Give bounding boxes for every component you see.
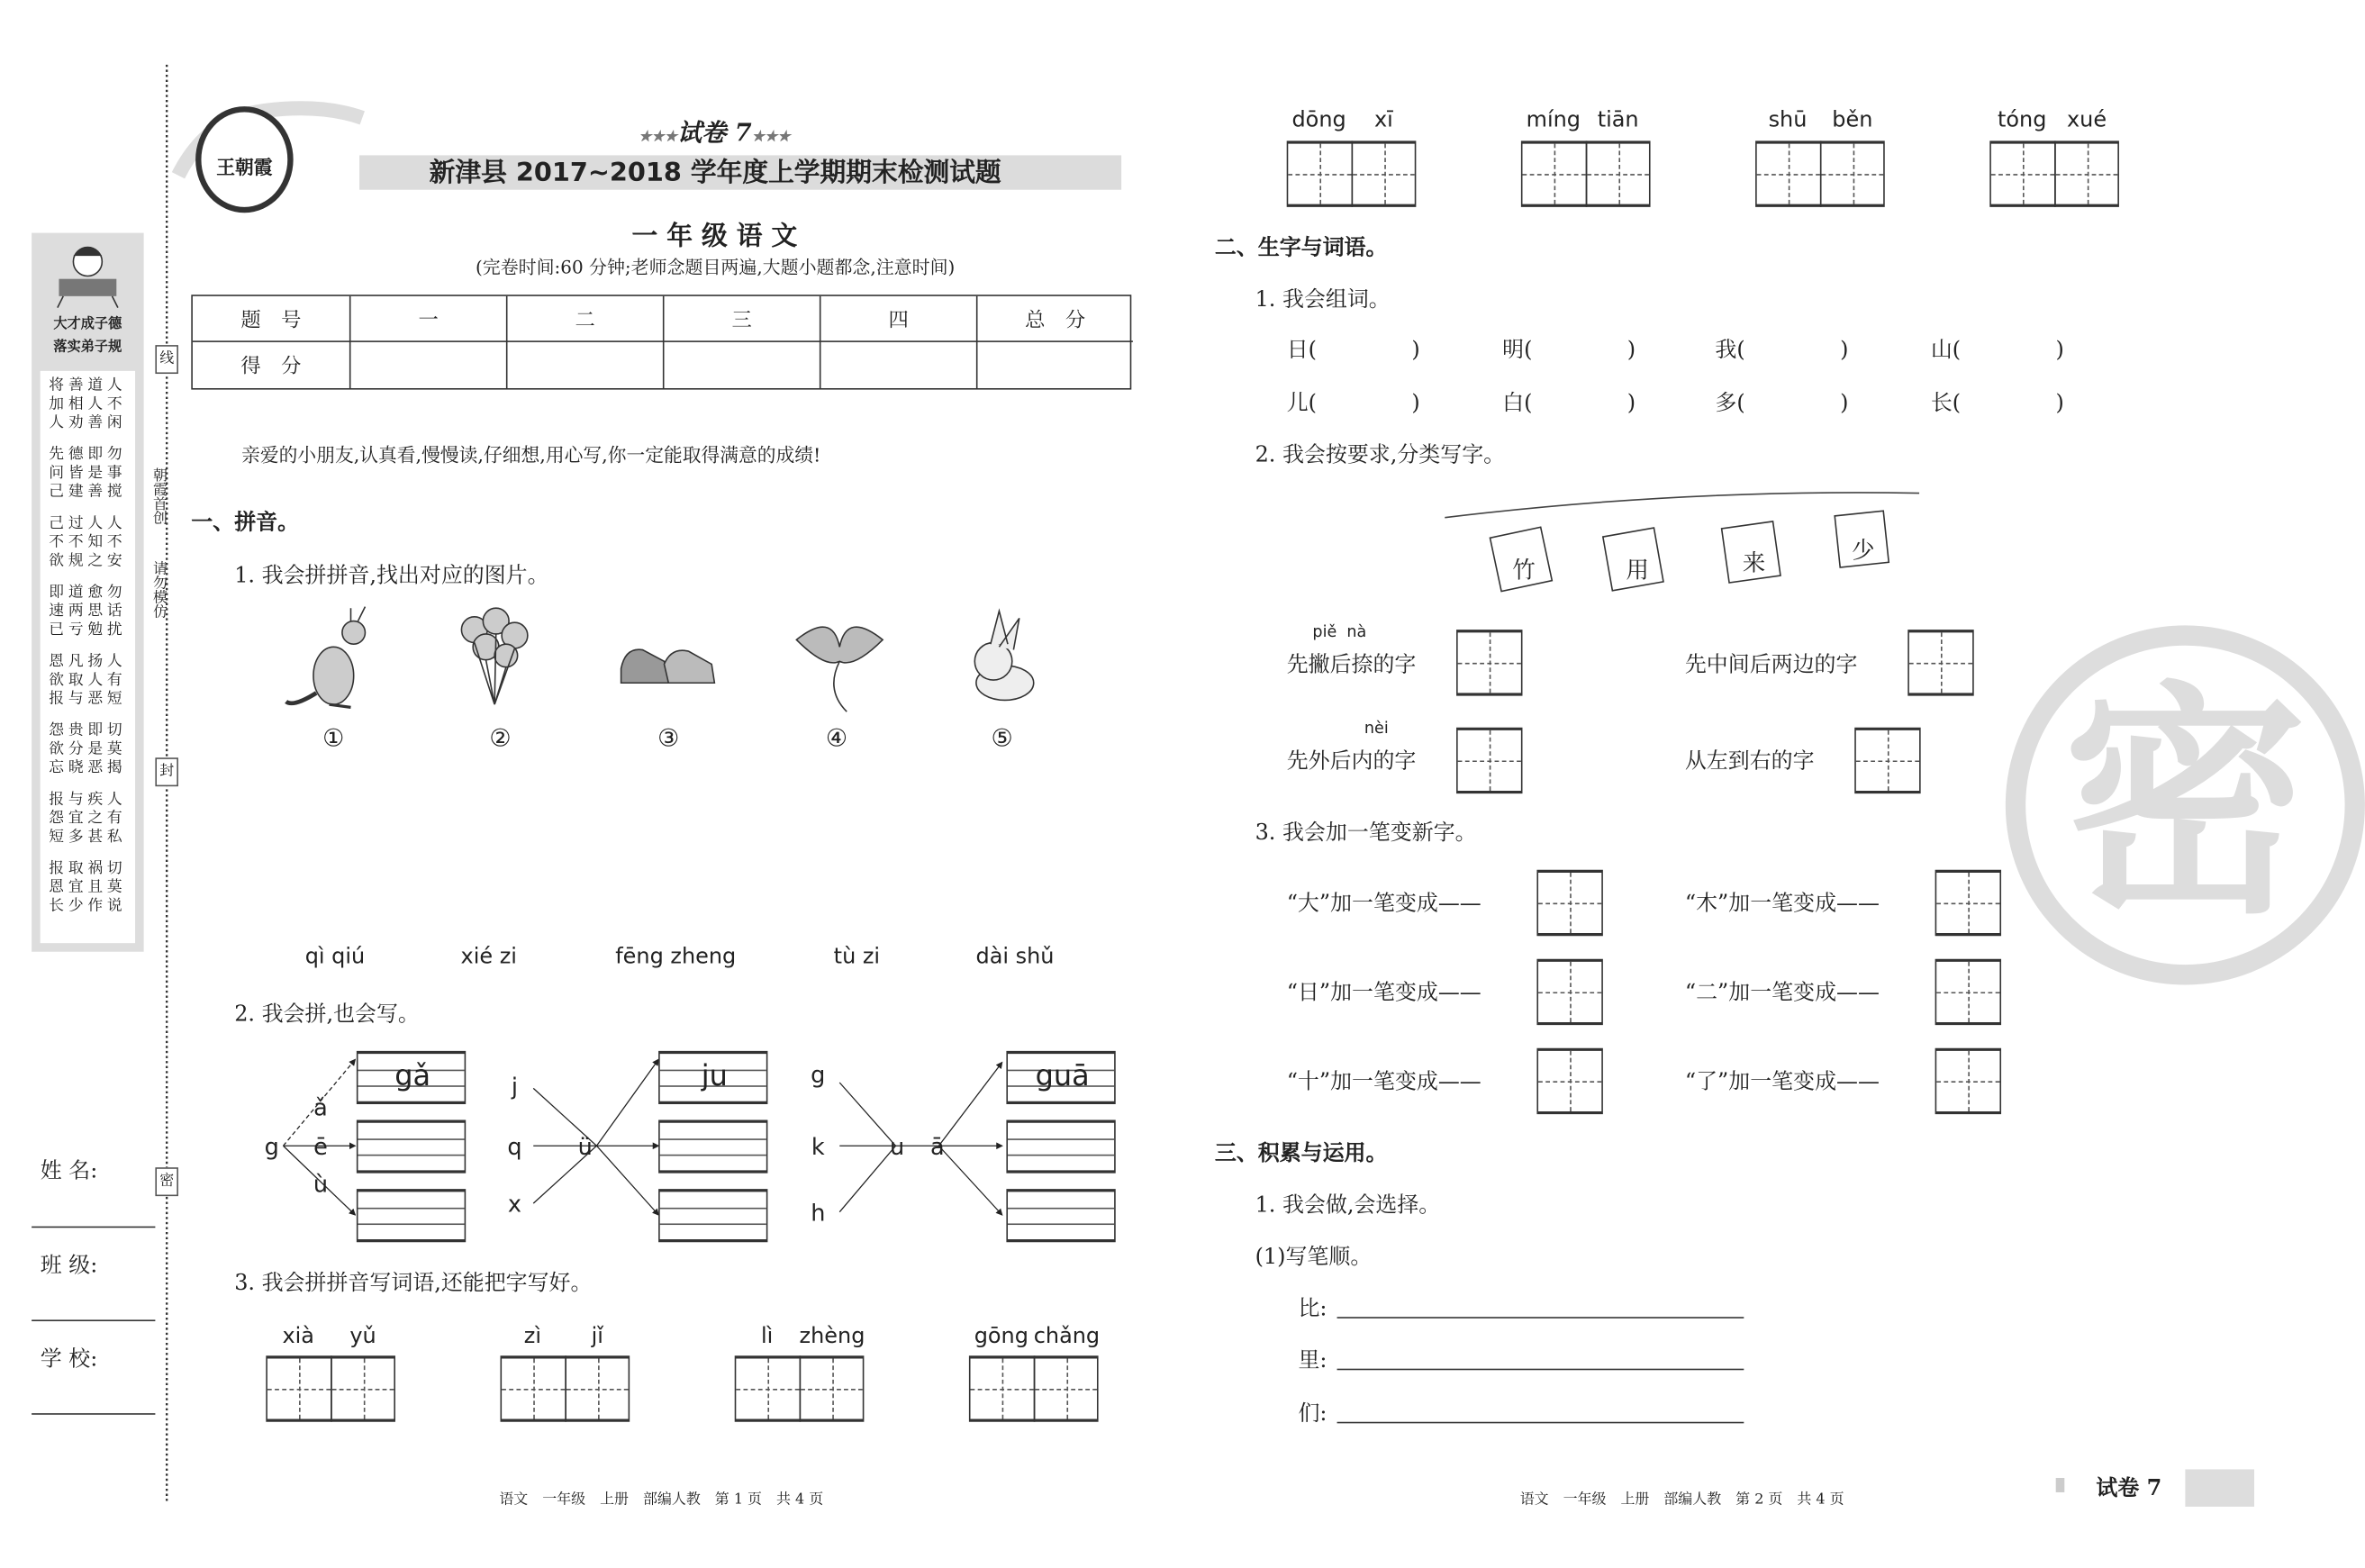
tianzige-box[interactable] xyxy=(1536,870,1602,936)
greeting: 亲爱的小朋友,认真看,慢慢读,仔细想,用心写,你一定能取得满意的成绩! xyxy=(241,445,821,467)
poem-line: 人劝善闲 xyxy=(49,413,127,431)
pinyin-syllable: gōng xyxy=(974,1322,1028,1349)
base-char: 长 xyxy=(1930,389,1953,416)
poem-line: 报取祸切 xyxy=(49,859,127,877)
poem-stanza xyxy=(41,860,135,916)
poem-stanza xyxy=(41,446,135,502)
section-heading: 一、拼音。 xyxy=(191,509,300,535)
poem-line: 恩凡扬人 xyxy=(49,652,127,670)
tianzige-box[interactable] xyxy=(1034,1355,1099,1421)
add-stroke-prompt: “木”加一笔变成—— xyxy=(1684,890,1880,916)
card-char: 少 xyxy=(1852,537,1875,565)
tianzige-box[interactable] xyxy=(969,1355,1035,1421)
stroke-order-answer-line[interactable] xyxy=(1337,1317,1744,1321)
subject-title: 一 年 级 语 文 xyxy=(631,221,798,252)
tianzige-box[interactable] xyxy=(1586,140,1651,206)
guide-line xyxy=(1008,1138,1114,1140)
copyright-note xyxy=(148,467,165,525)
poem-line: 即道愈勿 xyxy=(49,584,127,602)
poem-line: 欲分是莫 xyxy=(49,740,127,758)
copyright-note xyxy=(148,561,165,619)
pinyin-word: fēng zheng xyxy=(615,943,737,969)
pinyin-syllable: lì xyxy=(760,1322,774,1349)
poem-line: 先德即勿 xyxy=(49,445,127,464)
class-field[interactable] xyxy=(32,1319,155,1324)
tab-decoration xyxy=(2185,1469,2254,1507)
initial-letter: q xyxy=(507,1133,522,1161)
word-formation-item xyxy=(1287,386,1424,417)
motto xyxy=(32,313,144,359)
base-char: 儿 xyxy=(1286,389,1309,416)
tianzige-box[interactable] xyxy=(1854,728,1920,793)
tianzige-box[interactable] xyxy=(1456,728,1522,793)
poem-line: 已亏勉扰 xyxy=(49,621,127,639)
poem-line: 报与疾人 xyxy=(49,790,127,809)
answer-blank[interactable]: ( ) xyxy=(1952,389,2064,416)
tianzige-box[interactable] xyxy=(2054,140,2119,206)
pinyin-writing-box[interactable] xyxy=(658,1051,767,1104)
page-footer: 语文 一年级 上册 部编人教 第 2 页 共 4 页 xyxy=(1519,1491,1844,1509)
word-formation-item xyxy=(1287,333,1424,364)
initial-letter: g xyxy=(811,1062,826,1090)
final-letter: ē xyxy=(313,1133,328,1161)
guide-line xyxy=(358,1138,464,1140)
pinyin-syllable: chǎng xyxy=(1033,1322,1101,1349)
poem-line: 怨贵即切 xyxy=(49,721,127,739)
final-letter: ā xyxy=(929,1133,945,1161)
add-stroke-prompt: “了”加一笔变成—— xyxy=(1684,1068,1880,1094)
poem-line: 不不知不 xyxy=(49,533,127,551)
answer-blank[interactable]: ( ) xyxy=(1736,389,1849,416)
answer-blank[interactable]: ( ) xyxy=(1308,336,1420,363)
pinyin-word: dài shǔ xyxy=(975,943,1055,969)
stroke-order-answer-line[interactable] xyxy=(1337,1422,1744,1427)
word-formation-item xyxy=(1715,333,1852,364)
answer-blank[interactable]: ( ) xyxy=(1524,336,1636,363)
poem-line: 怨宜之有 xyxy=(49,809,127,827)
score-cell[interactable] xyxy=(507,342,664,388)
pinyin-syllable: jǐ xyxy=(591,1322,603,1349)
pinyin-hint: piě nà xyxy=(1312,622,1367,641)
poem-line: 报与恶短 xyxy=(49,690,127,708)
poem-line: 长少作说 xyxy=(49,897,127,915)
poem-line: 问皆是事 xyxy=(49,464,127,482)
class-label: 班 级: xyxy=(40,1252,98,1279)
picture-number: ① xyxy=(322,724,345,754)
final-letter: ǎ xyxy=(313,1094,328,1122)
note-line: 朝霞首创 xyxy=(150,467,166,525)
stroke-order-char: 里: xyxy=(1298,1346,1327,1373)
picture-number: ③ xyxy=(657,724,680,754)
tianzige-box[interactable] xyxy=(735,1355,801,1421)
pinyin-writing-box[interactable] xyxy=(658,1120,767,1174)
sidebar-panel xyxy=(32,233,144,952)
motto-line: 落实弟子规 xyxy=(53,339,122,356)
poem-stanza xyxy=(41,653,135,709)
final-letter: ù xyxy=(313,1171,329,1199)
question-title: 2. 我会按要求,分类写字。 xyxy=(1255,441,1506,467)
word-formation-item xyxy=(1715,386,1852,417)
pinyin-syllable: míng xyxy=(1526,106,1581,132)
guide-line xyxy=(1008,1208,1114,1210)
school-field[interactable] xyxy=(32,1413,155,1418)
pinyin-syllable: shū xyxy=(1768,106,1808,132)
initial-letter: k xyxy=(811,1133,825,1161)
section-heading: 二、生字与词语。 xyxy=(1214,234,1388,260)
poem-line: 欲取人有 xyxy=(49,671,127,689)
initial-letter: j xyxy=(511,1073,519,1101)
base-char: 白 xyxy=(1502,389,1525,416)
poem-line: 短多甚私 xyxy=(49,828,127,846)
answer-blank[interactable]: ( ) xyxy=(1308,389,1420,416)
tianzige-box[interactable] xyxy=(1536,1048,1602,1114)
initial-letter: h xyxy=(811,1200,826,1228)
add-stroke-prompt: “大”加一笔变成—— xyxy=(1286,890,1482,916)
score-cell[interactable] xyxy=(820,342,977,388)
pinyin-word: xié zi xyxy=(460,943,517,969)
initial-letter: g xyxy=(264,1133,279,1161)
word-formation-item xyxy=(1502,386,1639,417)
poem-line: 速两思话 xyxy=(49,602,127,621)
seal-char: 线 xyxy=(155,345,178,374)
pinyin-word: tù zi xyxy=(833,943,881,969)
card-char: 竹 xyxy=(1512,557,1536,585)
tab-decoration xyxy=(2056,1478,2065,1492)
stars-icon: ★★★ xyxy=(639,129,678,146)
score-cell[interactable] xyxy=(664,342,820,388)
confidential-watermark: 密 xyxy=(2006,625,2365,984)
poem-line: 恩宜且莫 xyxy=(49,878,127,896)
question-title: 1. 我会组词。 xyxy=(1255,286,1391,313)
pinyin-hint: nèi xyxy=(1364,719,1389,738)
tianzige-box[interactable] xyxy=(1536,959,1602,1025)
picture-number: ④ xyxy=(825,724,848,754)
tianzige-box[interactable] xyxy=(501,1355,566,1421)
poem-stanza xyxy=(41,376,135,432)
tianzige-box[interactable] xyxy=(1935,1048,2001,1114)
balloons-icon xyxy=(446,603,555,719)
score-header-cell: 二 xyxy=(507,296,664,342)
pinyin-writing-box[interactable] xyxy=(357,1120,466,1174)
poem-stanza xyxy=(41,721,135,777)
student-illustration-icon xyxy=(51,239,123,311)
answer-example: ju xyxy=(701,1057,728,1093)
medial-letter: u xyxy=(889,1133,905,1161)
pinyin-syllable: xià xyxy=(282,1322,314,1349)
paper-number xyxy=(489,113,940,149)
score-cell[interactable] xyxy=(350,342,507,388)
tianzige-box[interactable] xyxy=(1521,140,1587,206)
hanging-cards-illustration xyxy=(1437,482,1926,612)
pinyin-writing-box[interactable] xyxy=(357,1051,466,1104)
stroke-order-answer-line[interactable] xyxy=(1337,1369,1744,1373)
question-title: 1. 我会拼拼音,找出对应的图片。 xyxy=(234,562,549,588)
seal-char: 密 xyxy=(155,1167,178,1196)
score-header-cell: 题 号 xyxy=(193,296,351,342)
poem-line: 加相人不 xyxy=(49,394,127,413)
poem-line: 己过人人 xyxy=(49,514,127,532)
tianzige-box[interactable] xyxy=(1352,140,1417,206)
paper-tab: 试卷 7 xyxy=(2096,1474,2162,1501)
score-header-cell: 总 分 xyxy=(977,296,1132,342)
picture-number: ② xyxy=(489,724,512,754)
pinyin-writing-box[interactable] xyxy=(1006,1120,1115,1174)
answer-blank[interactable]: ( ) xyxy=(1524,389,1636,416)
exam-instructions: (完卷时间:60 分钟;老师念题目两遍,大题小题都念,注意时间) xyxy=(475,256,956,278)
add-stroke-prompt: “日”加一笔变成—— xyxy=(1286,979,1482,1005)
question-title: 2. 我会拼,也会写。 xyxy=(234,1001,420,1027)
publisher-logo: 王朝霞 xyxy=(195,106,294,213)
guide-line xyxy=(660,1208,766,1210)
pinyin-syllable: tóng xyxy=(1997,106,2047,132)
poem-stanza xyxy=(41,584,135,639)
base-char: 我 xyxy=(1715,336,1737,363)
tianzige-box[interactable] xyxy=(1989,140,2055,206)
score-header-cell: 四 xyxy=(820,296,977,342)
tianzige-box[interactable] xyxy=(331,1355,395,1421)
score-cell[interactable] xyxy=(977,342,1132,388)
pinyin-syllable: yǔ xyxy=(349,1322,376,1349)
tianzige-box[interactable] xyxy=(1456,630,1522,695)
stroke-order-char: 们: xyxy=(1298,1400,1327,1427)
category-label: 先中间后两边的字 xyxy=(1684,651,1858,677)
tianzige-box[interactable] xyxy=(1935,959,2001,1025)
answer-example: gǎ xyxy=(394,1057,431,1093)
pinyin-syllable: zì xyxy=(523,1322,542,1349)
score-header-cell: 一 xyxy=(350,296,507,342)
page-footer: 语文 一年级 上册 部编人教 第 1 页 共 4 页 xyxy=(499,1491,824,1509)
tianzige-box[interactable] xyxy=(1755,140,1821,206)
poem-line: 己建善搅 xyxy=(49,483,127,501)
pinyin-word: qì qiú xyxy=(304,943,366,969)
question-title: 3. 我会加一笔变新字。 xyxy=(1255,819,1477,846)
note-line: 请勿模仿 xyxy=(150,560,166,619)
tianzige-box[interactable] xyxy=(800,1355,865,1421)
pinyin-syllable: xué xyxy=(2066,106,2107,132)
kite-icon xyxy=(782,603,891,719)
base-char: 明 xyxy=(1502,336,1525,363)
poem-line: 忘晓恶揭 xyxy=(49,758,127,777)
stars-icon: ★★★ xyxy=(751,129,791,146)
tianzige-box[interactable] xyxy=(1820,140,1885,206)
picture-number: ⑤ xyxy=(991,724,1013,754)
page-title: 新津县 2017~2018 学年度上学期期末检测试题 xyxy=(429,158,1001,189)
base-char: 多 xyxy=(1715,389,1737,416)
guide-line xyxy=(358,1155,464,1156)
category-label: 从左到右的字 xyxy=(1684,748,1815,774)
tianzige-box[interactable] xyxy=(266,1355,331,1421)
pinyin-syllable: xī xyxy=(1374,106,1393,132)
word-formation-item xyxy=(1502,333,1639,364)
final-letter: ü xyxy=(577,1133,593,1161)
add-stroke-prompt: “十”加一笔变成—— xyxy=(1286,1068,1482,1094)
word-formation-item xyxy=(1931,333,2068,364)
pinyin-writing-box[interactable] xyxy=(1006,1051,1115,1104)
word-formation-item xyxy=(1931,386,2068,417)
pinyin-writing-box[interactable] xyxy=(1006,1189,1115,1242)
answer-example: guā xyxy=(1035,1057,1090,1093)
category-label: 先外后内的字 xyxy=(1286,748,1417,774)
add-stroke-prompt: “二”加一笔变成—— xyxy=(1684,979,1880,1005)
poem-stanza xyxy=(41,514,135,570)
question-title: 1. 我会做,会选择。 xyxy=(1255,1192,1441,1219)
pinyin-syllable: tiān xyxy=(1597,106,1639,132)
tianzige-box[interactable] xyxy=(1935,870,2001,936)
poem-line: 欲规之安 xyxy=(49,551,127,570)
stroke-order-char: 比: xyxy=(1298,1295,1327,1321)
answer-blank[interactable]: ( ) xyxy=(1952,336,2064,363)
pinyin-syllable: zhèng xyxy=(799,1322,865,1349)
card-char: 用 xyxy=(1626,557,1649,585)
seal-char: 封 xyxy=(155,757,178,786)
guide-line xyxy=(358,1208,464,1210)
guide-line xyxy=(1008,1223,1114,1225)
tianzige-box[interactable] xyxy=(565,1355,630,1421)
tianzige-box[interactable] xyxy=(1907,630,1973,695)
guide-line xyxy=(358,1223,464,1225)
dizigui-poem xyxy=(41,371,135,943)
kangaroo-icon xyxy=(279,603,388,719)
name-label: 姓 名: xyxy=(40,1157,98,1183)
category-label: 先撇后捺的字 xyxy=(1286,651,1417,677)
poem-stanza xyxy=(41,791,135,847)
section-heading: 三、积累与运用。 xyxy=(1214,1139,1388,1166)
guide-line xyxy=(1008,1155,1114,1156)
motto-line: 大才成子德 xyxy=(53,316,122,332)
guide-line xyxy=(660,1223,766,1225)
tianzige-box[interactable] xyxy=(1287,140,1353,206)
pinyin-syllable: běn xyxy=(1832,106,1873,132)
answer-blank[interactable]: ( ) xyxy=(1736,336,1849,363)
base-char: 日 xyxy=(1286,336,1309,363)
base-char: 山 xyxy=(1930,336,1953,363)
poem-line: 将善道人 xyxy=(49,376,127,394)
pinyin-syllable: dōng xyxy=(1291,106,1346,132)
score-table xyxy=(191,295,1131,389)
paper-number-text: 试卷 7 xyxy=(677,119,752,149)
question-title: 3. 我会拼拼音写词语,还能把字写好。 xyxy=(234,1269,593,1296)
card-char: 来 xyxy=(1742,549,1766,577)
shoes-icon xyxy=(614,603,723,719)
pinyin-writing-box[interactable] xyxy=(357,1189,466,1242)
score-header-cell: 三 xyxy=(664,296,820,342)
question-subtitle: (1)写笔顺。 xyxy=(1255,1243,1373,1270)
initial-letter: x xyxy=(507,1191,522,1219)
pinyin-writing-box[interactable] xyxy=(658,1189,767,1242)
score-row-label: 得 分 xyxy=(193,342,351,388)
name-field[interactable] xyxy=(32,1227,155,1231)
school-label: 学 校: xyxy=(40,1346,98,1372)
guide-line xyxy=(660,1155,766,1156)
guide-line xyxy=(660,1138,766,1140)
rabbit-icon xyxy=(947,603,1056,719)
